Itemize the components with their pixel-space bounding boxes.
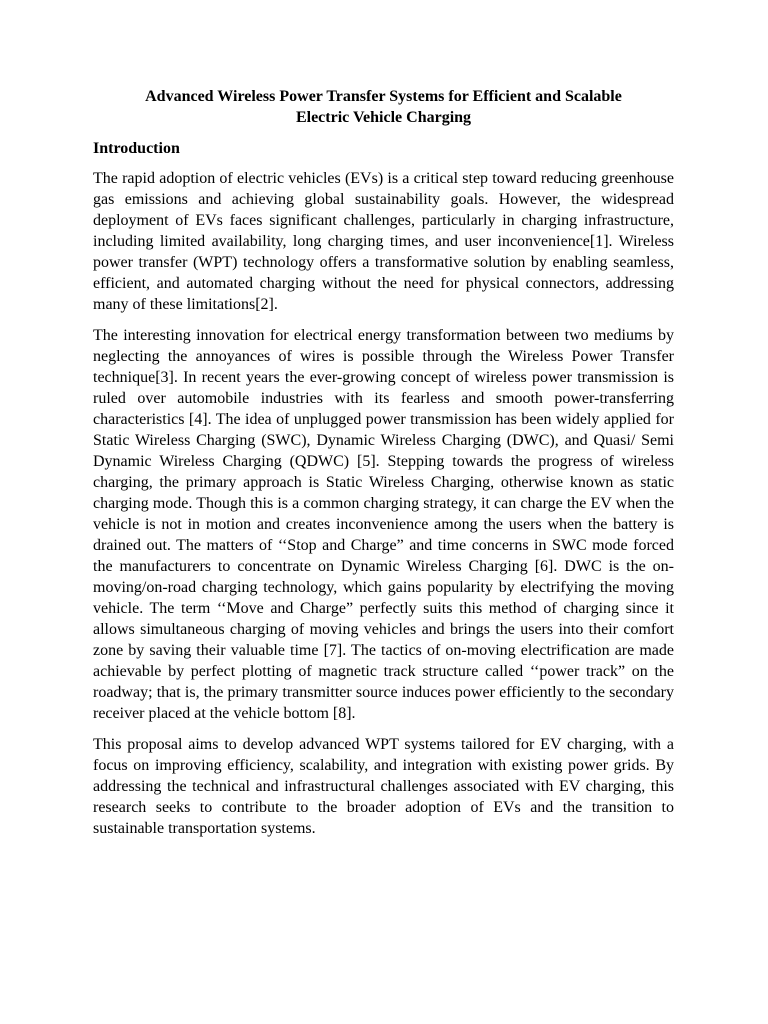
document-title-line-1: Advanced Wireless Power Transfer Systems for Efficient and Scalable	[145, 88, 622, 105]
paragraph-1: The rapid adoption of electric vehicles (EVs) is a critical step toward reducing greenhouse gas emissions and achieving global sustainability goals. However, the widespread deployment of EVs faces significant challenges, particularly in charging infrastructure, including limited availability, long charging times, and user inconvenience[1]. Wireless power transfer (WPT) technology offers a transformative solution by enabling seamless, efficient, and automated charging without the need for physical connectors, addressing many of these limitations[2].	[93, 170, 674, 313]
paragraph-3: This proposal aims to develop advanced WPT systems tailored for EV charging, with a focus on improving efficiency, scalability, and integration with existing power grids. By addressing the technical and infrastructural challenges associated with EV charging, this research seeks to contribute to the broader adoption of EVs and the transition to sustainable transportation systems.	[93, 736, 674, 837]
document-title-line-2: Electric Vehicle Charging	[295, 109, 472, 126]
paragraph-2: The interesting innovation for electrical energy transformation between two mediums by neglecting the annoyances of wires is possible through the Wireless Power Transfer technique[3]. In recent years the ever-growing concept of wireless power transmission is ruled over automobile industries with its fearless and smooth power-transferring characteristics [4]. The idea of unplugged power transmission has been widely applied for Static Wireless Charging (SWC), Dynamic Wireless Charging (DWC), and Quasi/ Semi Dynamic Wireless Charging (QDWC) [5]. Stepping towards the progress of wireless charging, the primary approach is Static Wireless Charging, otherwise known as static charging mode. Though this is a common charging strategy, it can charge the EV when the vehicle is not in motion and creates inconvenience among the users when the battery is drained out. The matters of ‘‘Stop and Charge” and time concerns in SWC mode forced the manufacturers to concentrate on Dynamic Wireless Charging [6]. DWC is the on-moving/on-road charging technology, which gains popularity by electrifying the moving vehicle. The term ‘‘Move and Charge” perfectly suits this method of charging since it allows simultaneous charging of moving vehicles and brings the users into their comfort zone by saving their valuable time [7]. The tactics of on-moving electrification are made achievable by perfect plotting of magnetic track structure called ‘‘power track” on the roadway; that is, the primary transmitter source induces power efficiently to the secondary receiver placed at the vehicle bottom [8].	[93, 327, 674, 722]
section-heading-introduction: Introduction	[93, 140, 180, 157]
document-title	[93, 86, 674, 128]
document-page	[93, 86, 674, 839]
